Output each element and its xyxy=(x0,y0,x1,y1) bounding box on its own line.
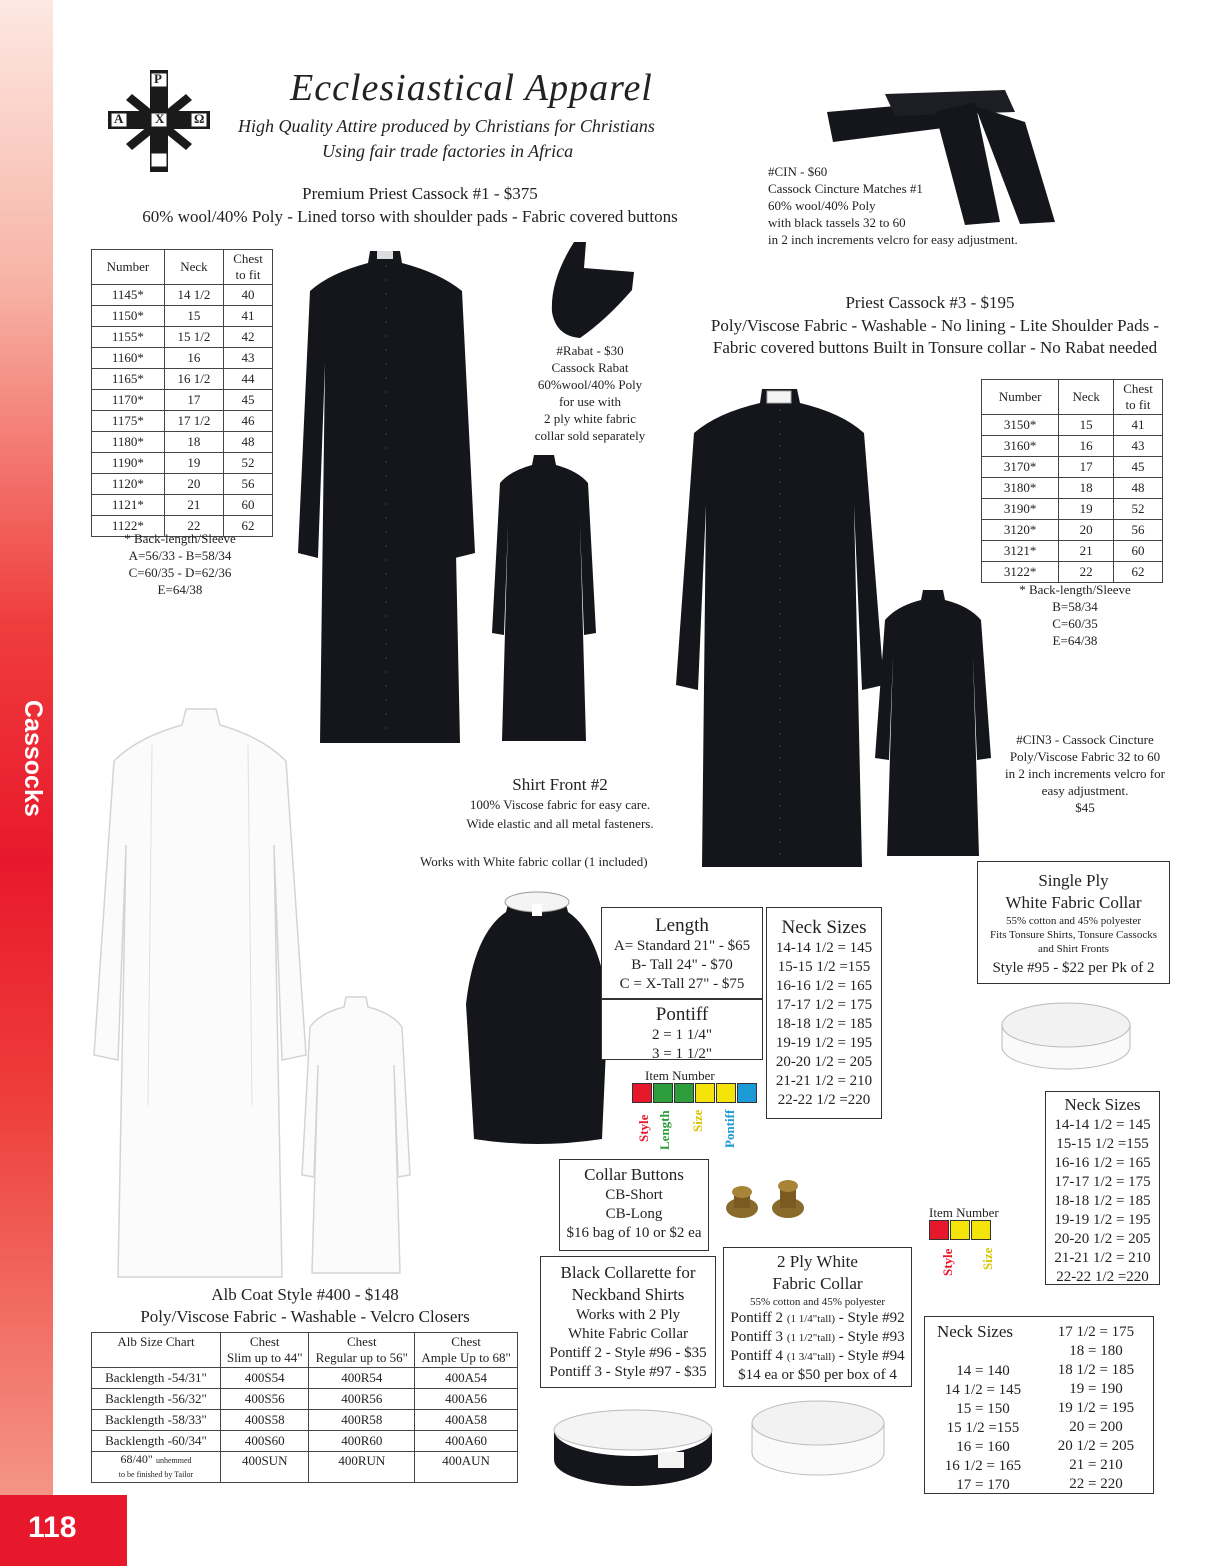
size-line: 14-14 1/2 = 145 xyxy=(1054,1117,1151,1133)
table-cell: 1122* xyxy=(92,516,165,537)
shirtfront-desc-3: Works with White fabric collar (1 included) xyxy=(420,854,648,869)
item-number-swatches-2 xyxy=(929,1220,992,1240)
table-cell: 45 xyxy=(1114,457,1163,478)
neck-sizes-box xyxy=(766,907,882,1119)
shirtfront-image xyxy=(462,884,612,1149)
item-number-label: Item Number xyxy=(645,1068,715,1083)
table-row xyxy=(92,1431,518,1452)
table-cell: 1190* xyxy=(92,453,165,474)
pontiff-box: Pontiff 2 = 1 1/4" 3 = 1 1/2" xyxy=(601,999,763,1060)
size-line: 18 = 180 xyxy=(1069,1343,1123,1359)
table-header: Chest to fit xyxy=(1114,380,1163,415)
table-row xyxy=(92,1389,518,1410)
table-cell: 3170* xyxy=(982,457,1059,478)
table-cell: 400S54 xyxy=(221,1368,309,1389)
table-cell: Backlength -58/33" xyxy=(92,1410,221,1431)
size-line: 21-21 1/2 = 210 xyxy=(775,1073,873,1089)
alb-description: Poly/Viscose Fabric - Washable - Velcro Closers xyxy=(140,1307,470,1326)
size-line: 19 1/2 = 195 xyxy=(1057,1400,1135,1416)
size-line: 16 1/2 = 165 xyxy=(944,1458,1022,1474)
table-cell: 20 xyxy=(1059,520,1114,541)
table-cell: 46 xyxy=(224,411,273,432)
table-row xyxy=(982,499,1163,520)
table-row xyxy=(982,478,1163,499)
table-cell: 48 xyxy=(1114,478,1163,499)
swatch-size xyxy=(950,1220,970,1240)
section-label: Cassocks xyxy=(19,700,47,817)
size-line: 15-15 1/2 =155 xyxy=(1056,1136,1149,1152)
premium-cassock-image xyxy=(290,243,480,748)
table-cell: 15 xyxy=(164,306,223,327)
table-cell: 400R60 xyxy=(309,1431,415,1452)
size-line: 14-14 1/2 = 145 xyxy=(775,940,873,956)
cassock3-size-table xyxy=(981,379,1163,583)
table-cell: 14 1/2 xyxy=(164,285,223,306)
table-row xyxy=(982,520,1163,541)
two-ply-row: Pontiff 3 (1 1/2"tall) - Style #93 xyxy=(730,1329,905,1345)
size-line: 14 1/2 = 145 xyxy=(944,1382,1022,1398)
item-part-style: Style xyxy=(636,1114,651,1142)
size-line: 15 = 150 xyxy=(956,1401,1010,1417)
table-cell: 62 xyxy=(224,516,273,537)
table-cell: 3120* xyxy=(982,520,1059,541)
cassock3-back-image xyxy=(873,588,993,858)
table-cell: 400S56 xyxy=(221,1389,309,1410)
table-row xyxy=(92,348,273,369)
swatch-length-2 xyxy=(674,1083,694,1103)
table-row xyxy=(982,415,1163,436)
premium-description: 60% wool/40% Poly - Lined torso with shoulder pads - Fabric covered buttons xyxy=(142,207,678,226)
table-header: Chest Regular up to 56" xyxy=(309,1333,415,1368)
table-cell: 400A56 xyxy=(415,1389,518,1410)
table-header: Alb Size Chart xyxy=(92,1333,221,1368)
table-cell: 41 xyxy=(224,306,273,327)
table-cell: 1160* xyxy=(92,348,165,369)
section-sidebar xyxy=(0,0,53,1566)
cassock3-title: Priest Cassock #3 - $195 xyxy=(845,293,1015,312)
table-cell: 16 1/2 xyxy=(164,369,223,390)
swatch-size xyxy=(695,1083,715,1103)
table-cell: 3180* xyxy=(982,478,1059,499)
swatch-size-2 xyxy=(971,1220,991,1240)
size-line: 20 1/2 = 205 xyxy=(1057,1438,1135,1454)
table-cell: 3150* xyxy=(982,415,1059,436)
table-header: Chest Ample Up to 68" xyxy=(415,1333,518,1368)
table-cell: 22 xyxy=(164,516,223,537)
neck-sizes-box-2: Neck Sizes 14-14 1/2 = 145 15-15 1/2 =155 16-16 1/2 = 165 17-17 1/2 = 175 18-18 1/2 = 185 19-19 1/2 = 195 20-20 1/2 = 205 21-21 1/2 = 210 22-22 1/2 =220 xyxy=(1045,1091,1160,1285)
size-line: 22-22 1/2 =220 xyxy=(1056,1269,1149,1285)
table-cell: 1155* xyxy=(92,327,165,348)
table-row xyxy=(92,411,273,432)
page-number-box xyxy=(0,1495,127,1566)
table-cell: 15 xyxy=(1059,415,1114,436)
table-cell: 43 xyxy=(224,348,273,369)
table-cell: 400R56 xyxy=(309,1389,415,1410)
neck-sizes-box-3 xyxy=(924,1316,1154,1494)
table-cell: 1121* xyxy=(92,495,165,516)
brand-tagline: High Quality Attire produced by Christians for Christians xyxy=(238,116,655,136)
neck-sizes-title: Neck Sizes xyxy=(781,917,867,938)
table-row xyxy=(982,562,1163,583)
table-row xyxy=(92,1410,518,1431)
table-cell: 16 xyxy=(1059,436,1114,457)
two-ply-collar-image xyxy=(749,1395,887,1483)
table-cell: 1145* xyxy=(92,285,165,306)
size-line: 17 1/2 = 175 xyxy=(1057,1324,1135,1340)
table-row xyxy=(982,457,1163,478)
table-row xyxy=(92,285,273,306)
table-cell: 45 xyxy=(224,390,273,411)
swatch-size-2 xyxy=(716,1083,736,1103)
table-cell: 400A60 xyxy=(415,1431,518,1452)
table-cell: 1180* xyxy=(92,432,165,453)
length-box: Length A= Standard 21" - $65 B- Tall 24" - $70 C = X-Tall 27" - $75 xyxy=(601,907,763,999)
swatch-length xyxy=(653,1083,673,1103)
premium-note: * Back-length/Sleeve A=56/33 - B=58/34 C=60/35 - D=62/36 E=64/38 xyxy=(124,531,236,597)
table-row: 68/40" unhemmed to be finished by Tailor 400SUN 400RUN 400AUN xyxy=(92,1452,518,1483)
table-cell: 17 xyxy=(1059,457,1114,478)
shirtfront-desc-2: Wide elastic and all metal fasteners. xyxy=(466,816,654,831)
brand-tagline-2: Using fair trade factories in Africa xyxy=(322,141,574,161)
table-cell: 52 xyxy=(1114,499,1163,520)
size-line: 18-18 1/2 = 185 xyxy=(775,1016,873,1032)
collarette-box: Black Collarette for Neckband Shirts Works with 2 Ply White Fabric Collar Pontiff 2 - Style #96 - $35 Pontiff 3 - Style #97 - $35 xyxy=(540,1256,716,1388)
size-line: 16 = 160 xyxy=(956,1439,1010,1455)
logo-letter-top: P xyxy=(154,71,162,86)
table-cell: 60 xyxy=(1114,541,1163,562)
shirtfront-title: Shirt Front #2 xyxy=(512,775,608,794)
table-cell: 22 xyxy=(1059,562,1114,583)
neck-sizes-title-3: Neck Sizes xyxy=(937,1322,1014,1341)
table-cell: 48 xyxy=(224,432,273,453)
two-ply-row: Pontiff 2 (1 1/4"tall) - Style #92 xyxy=(730,1310,905,1326)
table-cell: 43 xyxy=(1114,436,1163,457)
collar-buttons-image xyxy=(720,1178,815,1233)
length-title: Length xyxy=(655,915,709,936)
alb-title: Alb Coat Style #400 - $148 xyxy=(211,1285,399,1304)
table-cell: 16 xyxy=(164,348,223,369)
size-line: 19-19 1/2 = 195 xyxy=(1054,1212,1151,1228)
table-row xyxy=(92,453,273,474)
cassock3-description: Poly/Viscose Fabric - Washable - No lining - Lite Shoulder Pads - xyxy=(710,316,1160,335)
cincture3-info: #CIN3 - Cassock Cincture Poly/Viscose Fabric 32 to 60 in 2 inch increments velcro for easy adjustment. $45 xyxy=(1005,732,1165,815)
size-line: 20 = 200 xyxy=(1069,1419,1123,1435)
table-cell: 17 1/2 xyxy=(164,411,223,432)
item-part-pontiff: Pontiff xyxy=(722,1109,737,1148)
logo-letter-left: A xyxy=(114,111,124,126)
premium-title: Premium Priest Cassock #1 - $375 xyxy=(302,184,538,203)
table-cell: 20 xyxy=(164,474,223,495)
table-row xyxy=(92,432,273,453)
item-part-size: Size xyxy=(690,1109,705,1132)
table-cell: 400A54 xyxy=(415,1368,518,1389)
table-header: Neck xyxy=(1059,380,1114,415)
table-cell: 21 xyxy=(164,495,223,516)
table-cell: 400R54 xyxy=(309,1368,415,1389)
shirtfront-desc: 100% Viscose fabric for easy care. xyxy=(469,797,651,812)
table-header: Neck xyxy=(164,250,223,285)
table-cell: 1150* xyxy=(92,306,165,327)
logo xyxy=(100,66,218,176)
two-ply-box: 2 Ply White Fabric Collar 55% cotton and 45% polyester Pontiff 2 (1 1/4"tall) - Style #92 Pontiff 3 (1 1/2"tall) - Style #93 Pontiff 4 (1 3/4"tall) - Style #94 $14 ea or $50 per box of 4 xyxy=(723,1247,912,1387)
table-cell: 3121* xyxy=(982,541,1059,562)
swatch-style xyxy=(632,1083,652,1103)
table-row xyxy=(92,1368,518,1389)
collar-buttons-box: Collar Buttons CB-Short CB-Long $16 bag of 10 or $2 ea xyxy=(559,1159,709,1251)
size-line: 18-18 1/2 = 185 xyxy=(1054,1193,1151,1209)
table-cell: 42 xyxy=(224,327,273,348)
rabat-info: #Rabat - $30 Cassock Rabat 60%wool/40% Poly for use with 2 ply white fabric collar sold separately xyxy=(534,343,646,443)
table-cell: 21 xyxy=(1059,541,1114,562)
table-cell: 3122* xyxy=(982,562,1059,583)
table-cell: 400R58 xyxy=(309,1410,415,1431)
alb-size-table xyxy=(91,1332,518,1483)
collarette-image xyxy=(552,1408,714,1490)
size-line: 16-16 1/2 = 165 xyxy=(775,978,873,994)
two-ply-row: Pontiff 4 (1 3/4"tall) - Style #94 xyxy=(730,1348,905,1364)
swatch-style xyxy=(929,1220,949,1240)
table-cell: 40 xyxy=(224,285,273,306)
size-line: 18 1/2 = 185 xyxy=(1057,1362,1135,1378)
table-cell: 1170* xyxy=(92,390,165,411)
cincture-info: #CIN - $60 Cassock Cincture Matches #1 60% wool/40% Poly with black tassels 32 to 60 in 2 inch increments velcro for easy adjustment. xyxy=(768,164,1018,247)
size-line: 17-17 1/2 = 175 xyxy=(1054,1174,1151,1190)
size-line: 16-16 1/2 = 165 xyxy=(1054,1155,1151,1171)
table-header: Number xyxy=(92,250,165,285)
table-header: Number xyxy=(982,380,1059,415)
table-cell: 1120* xyxy=(92,474,165,495)
table-cell: 62 xyxy=(1114,562,1163,583)
logo-letter-center: X xyxy=(155,111,165,126)
cassock3-description-2: Fabric covered buttons Built in Tonsure collar - No Rabat needed xyxy=(712,338,1158,357)
rabat-image xyxy=(546,240,638,340)
premium-size-table xyxy=(91,249,273,537)
table-cell: 400A58 xyxy=(415,1410,518,1431)
item-part-length: Length xyxy=(657,1110,672,1150)
item-part-style-2: Style xyxy=(940,1248,955,1276)
size-line: 17 = 170 xyxy=(956,1477,1010,1493)
page-number: 118 xyxy=(28,1511,77,1544)
table-row xyxy=(982,436,1163,457)
size-line: 22-22 1/2 =220 xyxy=(777,1092,871,1108)
table-row xyxy=(92,369,273,390)
table-cell: 56 xyxy=(1114,520,1163,541)
table-cell: 44 xyxy=(224,369,273,390)
item-number-label-2: Item Number xyxy=(929,1205,999,1220)
single-ply-collar-image xyxy=(1000,995,1132,1073)
cassock3-note: * Back-length/Sleeve B=58/34 C=60/35 E=64/38 xyxy=(1019,582,1131,648)
brand-title: Ecclesiastical Apparel xyxy=(290,67,653,109)
table-cell: 15 1/2 xyxy=(164,327,223,348)
table-row xyxy=(982,541,1163,562)
premium-cassock-back-image xyxy=(490,453,598,743)
size-line: 15-15 1/2 =155 xyxy=(777,959,871,975)
pontiff-title: Pontiff xyxy=(655,1004,709,1025)
table-cell: 3190* xyxy=(982,499,1059,520)
alb-image xyxy=(90,705,310,1280)
table-cell: Backlength -60/34" xyxy=(92,1431,221,1452)
table-row xyxy=(92,390,273,411)
table-cell: 3160* xyxy=(982,436,1059,457)
table-header: Chest to fit xyxy=(224,250,273,285)
table-cell: Backlength -56/32" xyxy=(92,1389,221,1410)
table-cell: 400S58 xyxy=(221,1410,309,1431)
table-cell: 1175* xyxy=(92,411,165,432)
table-cell: 41 xyxy=(1114,415,1163,436)
table-cell: 18 xyxy=(1059,478,1114,499)
item-part-size-2: Size xyxy=(980,1247,995,1270)
table-cell: 60 xyxy=(224,495,273,516)
size-line: 19-19 1/2 = 195 xyxy=(775,1035,873,1051)
swatch-pontiff xyxy=(737,1083,757,1103)
size-line: 15 1/2 =155 xyxy=(946,1420,1020,1436)
table-row xyxy=(92,306,273,327)
item-number-swatches xyxy=(632,1083,758,1103)
logo-letter-right: Ω xyxy=(194,111,205,126)
table-row xyxy=(92,327,273,348)
table-row xyxy=(92,495,273,516)
size-line: 21-21 1/2 = 210 xyxy=(1054,1250,1151,1266)
table-cell: Backlength -54/31" xyxy=(92,1368,221,1389)
size-line: 20-20 1/2 = 205 xyxy=(775,1054,873,1070)
table-cell: 19 xyxy=(1059,499,1114,520)
size-line: 19 = 190 xyxy=(1069,1381,1123,1397)
size-line: 22 = 220 xyxy=(1069,1476,1123,1492)
size-line: 21 = 210 xyxy=(1069,1457,1123,1473)
table-cell: 56 xyxy=(224,474,273,495)
table-header: Chest Slim up to 44" xyxy=(221,1333,309,1368)
table-cell: 1165* xyxy=(92,369,165,390)
size-line: 20-20 1/2 = 205 xyxy=(1054,1231,1151,1247)
size-line: 17-17 1/2 = 175 xyxy=(775,997,873,1013)
size-line: 14 = 140 xyxy=(956,1363,1010,1379)
table-cell: 17 xyxy=(164,390,223,411)
alb-back-image xyxy=(300,995,412,1275)
table-cell: 52 xyxy=(224,453,273,474)
table-cell: 400S60 xyxy=(221,1431,309,1452)
table-cell: 18 xyxy=(164,432,223,453)
table-row xyxy=(92,474,273,495)
cassock3-image xyxy=(672,385,887,870)
single-ply-box: Single Ply White Fabric Collar 55% cotton and 45% polyester Fits Tonsure Shirts, Tonsure Cassocks and Shirt Fronts Style #95 - $22 per Pk of 2 xyxy=(977,861,1170,984)
table-cell: 19 xyxy=(164,453,223,474)
